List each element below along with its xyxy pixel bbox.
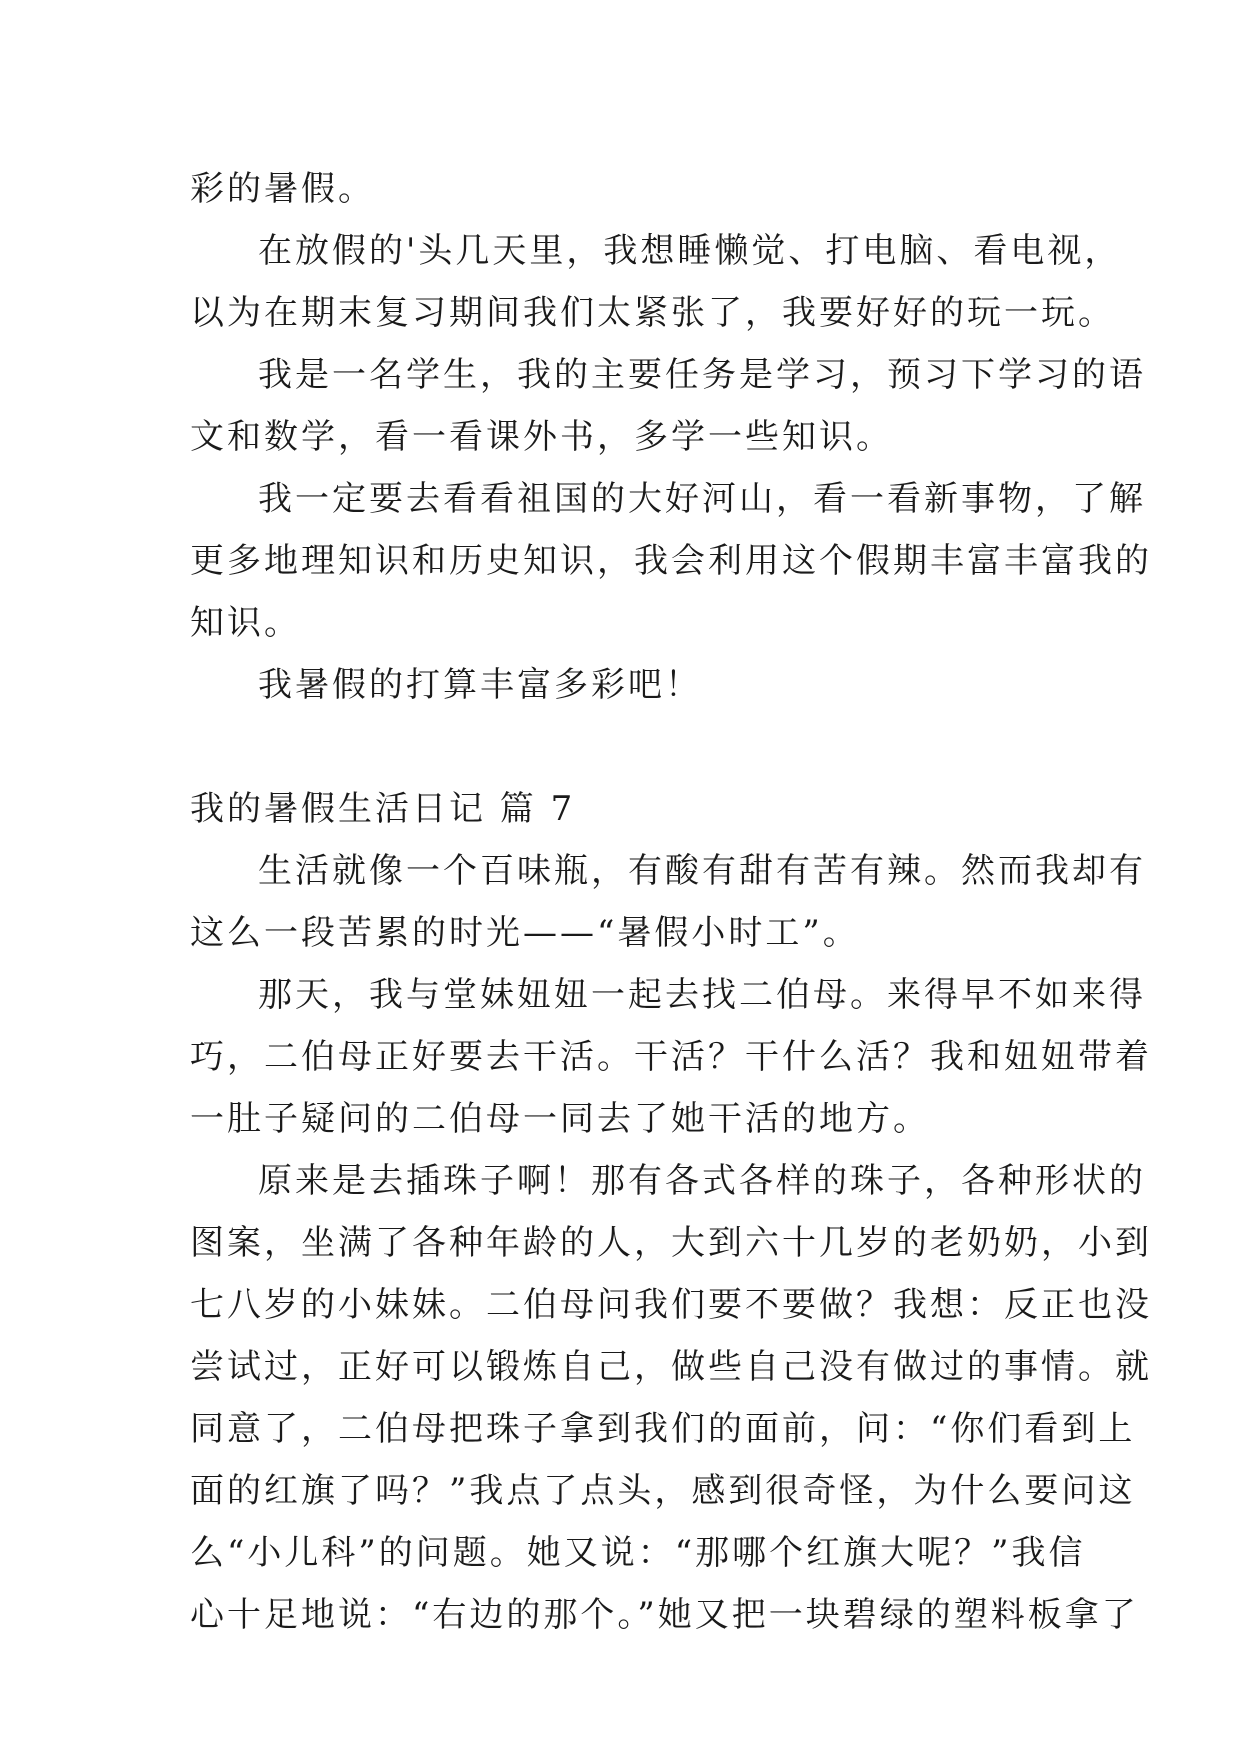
document-page bbox=[190, 158, 1152, 1646]
text-line: 更多地理知识和历史知识，我会利用这个假期丰富丰富我的 bbox=[190, 541, 1152, 581]
text-line: 这么一段苦累的时光——“暑假小时工”。 bbox=[190, 913, 860, 953]
text-line: 巧，二伯母正好要去干活。干活？干什么活？我和妞妞带着 bbox=[190, 1037, 1152, 1077]
text-line: 图案，坐满了各种年龄的人，大到六十几岁的老奶奶，小到 bbox=[190, 1223, 1152, 1263]
text-line: 么“小儿科”的问题。她又说：“那哪个红旗大呢？”我信 bbox=[190, 1533, 1086, 1573]
text-line: 面的红旗了吗？”我点了点头，感到很奇怪，为什么要问这 bbox=[190, 1471, 1136, 1511]
text-line: 原来是去插珠子啊！那有各式各样的珠子，各种形状的 bbox=[258, 1161, 1146, 1201]
text-line: 尝试过，正好可以锻炼自己，做些自己没有做过的事情。就 bbox=[190, 1347, 1152, 1387]
text-line: 我暑假的打算丰富多彩吧！ bbox=[258, 665, 702, 705]
section-heading: 我的暑假生活日记 篇 7 bbox=[190, 789, 576, 829]
text-line: 同意了，二伯母把珠子拿到我们的面前，问：“你们看到上 bbox=[190, 1409, 1136, 1449]
text-line: 心十足地说：“右边的那个。”她又把一块碧绿的塑料板拿了 bbox=[190, 1595, 1139, 1635]
text-line: 我一定要去看看祖国的大好河山，看一看新事物，了解 bbox=[258, 479, 1146, 519]
text-line: 文和数学，看一看课外书，多学一些知识。 bbox=[190, 417, 893, 457]
paragraph-gap bbox=[190, 716, 1060, 778]
text-line: 知识。 bbox=[190, 603, 301, 643]
text-line: 以为在期末复习期间我们太紧张了，我要好好的玩一玩。 bbox=[190, 293, 1115, 333]
text-line: 七八岁的小妹妹。二伯母问我们要不要做？我想：反正也没 bbox=[190, 1285, 1152, 1325]
text-line: 一肚子疑问的二伯母一同去了她干活的地方。 bbox=[190, 1099, 930, 1139]
text-line: 那天，我与堂妹妞妞一起去找二伯母。来得早不如来得 bbox=[258, 975, 1146, 1015]
text-line: 生活就像一个百味瓶，有酸有甜有苦有辣。然而我却有 bbox=[258, 851, 1146, 891]
text-line: 在放假的'头几天里，我想睡懒觉、打电脑、看电视， bbox=[258, 231, 1122, 271]
text-line: 我是一名学生，我的主要任务是学习，预习下学习的语 bbox=[258, 355, 1146, 395]
text-line: 彩的暑假。 bbox=[190, 169, 375, 209]
